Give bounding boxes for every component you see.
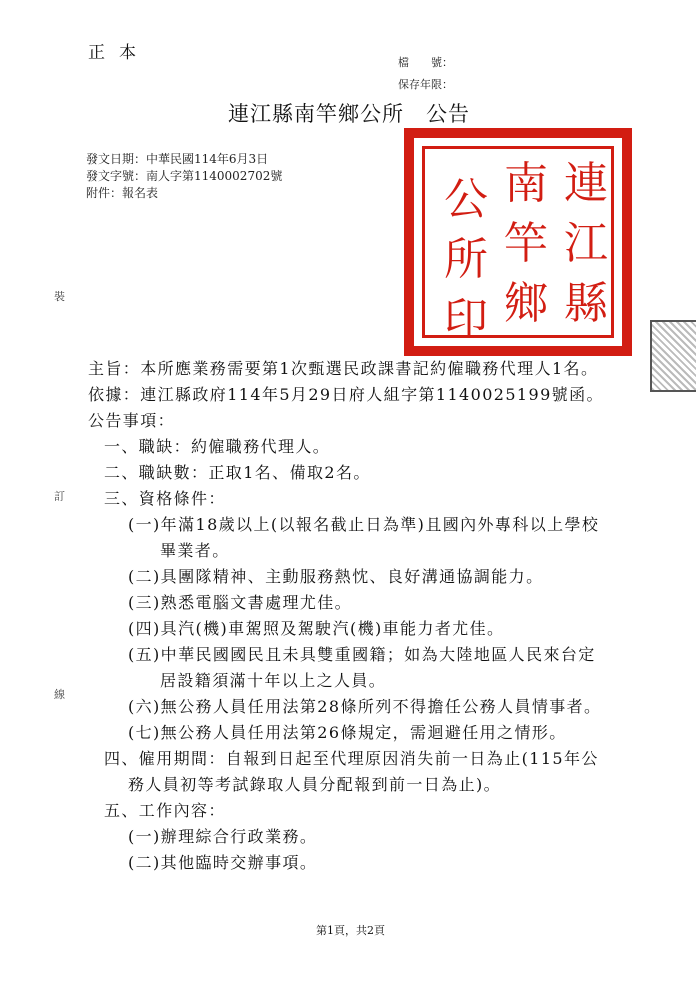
- subject: 主旨：本所應業務需要第1次甄選民政課書記約僱職務代理人1名。: [88, 359, 599, 378]
- qualification-1-cont: 畢業者。: [160, 541, 230, 560]
- binding-mark-line: 線: [54, 688, 65, 701]
- item-employment-period-cont: 務人員初等考試錄取人員分配報到前一日為止)。: [128, 775, 502, 794]
- qualification-1: (一)年滿18歲以上(以報名截止日為準)且國內外專科以上學校: [128, 515, 600, 534]
- retention-period-label: 保存年限：: [398, 78, 453, 91]
- items-heading: 公告事項：: [88, 411, 176, 430]
- seal-column-3: 公 所 印: [444, 174, 488, 345]
- attachment: 附件：報名表: [86, 186, 159, 200]
- item-vacancies: 二、職缺數：正取1名、備取2名。: [104, 463, 371, 482]
- qualification-4: (四)具汽(機)車駕照及駕駛汽(機)車能力者尤佳。: [128, 619, 505, 638]
- page-number: 第1頁，共2頁: [316, 924, 385, 937]
- document-title: 連江縣南竿鄉公所 公告: [228, 102, 470, 126]
- qualification-3: (三)熟悉電腦文書處理尤佳。: [128, 593, 353, 612]
- item-work-content: 五、工作內容：: [104, 801, 226, 820]
- seal-column-1: 連 江 縣: [564, 158, 608, 329]
- binding-mark-bind: 裝: [54, 290, 65, 303]
- official-seal: [404, 128, 632, 356]
- basis: 依據：連江縣政府114年5月29日府人組字第1140025199號函。: [88, 385, 604, 404]
- item-position: 一、職缺：約僱職務代理人。: [104, 437, 331, 456]
- qualification-2: (二)具團隊精神、主動服務熱忱、良好溝通協調能力。: [128, 567, 544, 586]
- document-number: 發文字號：南人字第1140002702號: [86, 169, 283, 183]
- seal-column-2: 南 竿 鄉: [504, 158, 548, 329]
- item-qualifications: 三、資格條件：: [104, 489, 226, 508]
- archive-number-label: 檔 號：: [398, 56, 453, 69]
- qualification-5-cont: 居設籍須滿十年以上之人員。: [160, 671, 387, 690]
- qualification-7: (七)無公務人員任用法第26條規定，需迴避任用之情形。: [128, 723, 567, 742]
- item-employment-period: 四、僱用期間：自報到日起至代理原因消失前一日為止(115年公: [104, 749, 599, 768]
- binding-mark-staple: 訂: [54, 490, 65, 503]
- work-2: (二)其他臨時交辦事項。: [128, 853, 318, 872]
- qualification-5: (五)中華民國國民且未具雙重國籍；如為大陸地區人民來台定: [128, 645, 596, 664]
- qualification-6: (六)無公務人員任用法第28條所列不得擔任公務人員情事者。: [128, 697, 602, 716]
- issue-date: 發文日期：中華民國114年6月3日: [86, 152, 269, 166]
- work-1: (一)辦理綜合行政業務。: [128, 827, 318, 846]
- copy-mark: 正本: [88, 43, 150, 63]
- partial-stamp: [650, 320, 696, 392]
